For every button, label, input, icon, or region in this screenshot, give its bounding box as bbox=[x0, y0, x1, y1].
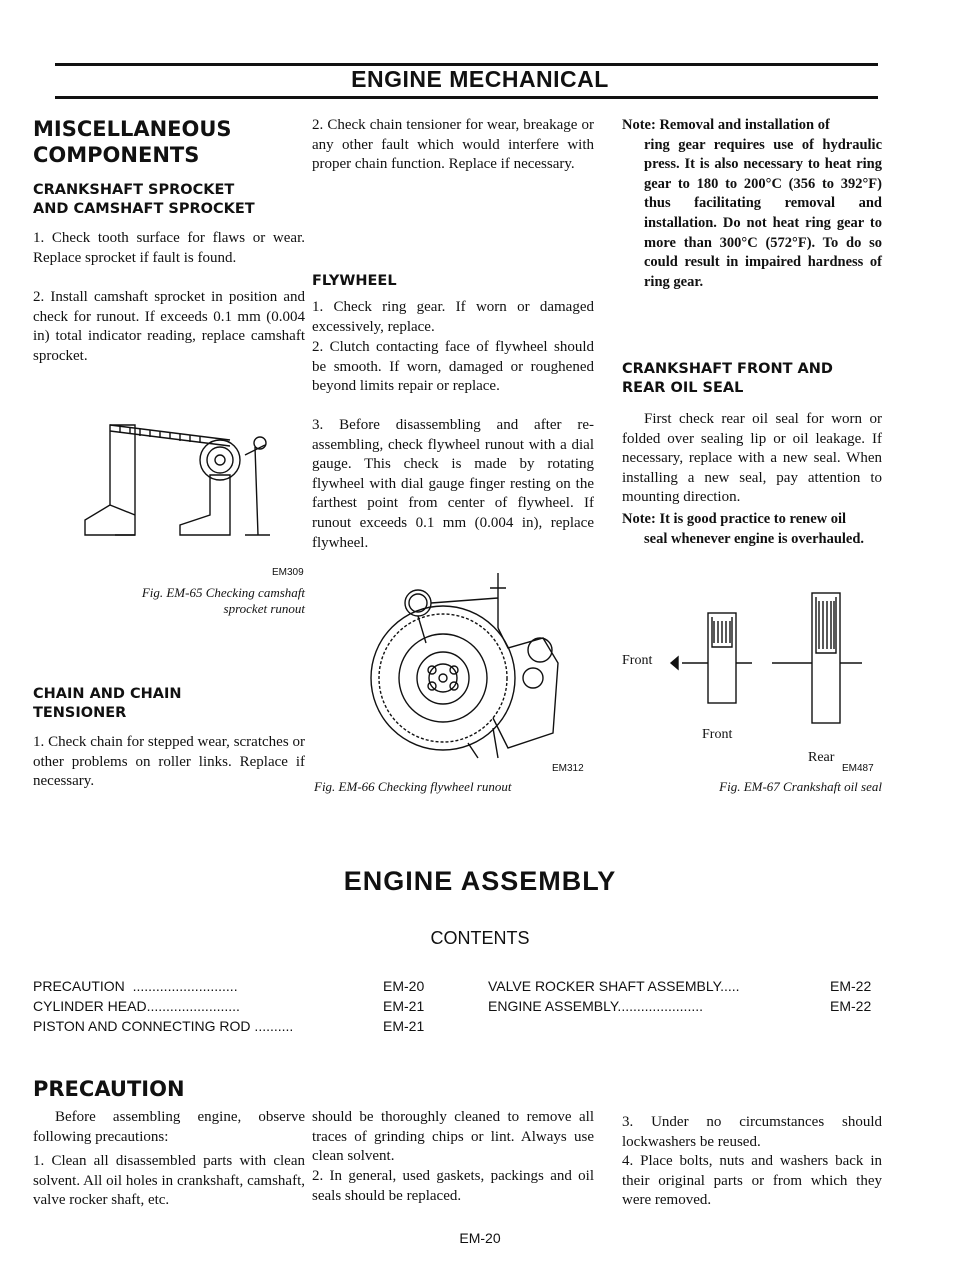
toc-entry[interactable]: VALVE ROCKER SHAFT ASSEMBLY..... EM-22 bbox=[488, 978, 872, 994]
flywheel-heading: FLYWHEEL bbox=[312, 273, 397, 289]
sprocket-step-2: 2. Install camshaft sprocket in position and check for runout. If exceeds 0.1 mm (0.004 in) total indicator reading, replace camshaft sprocket. bbox=[33, 289, 305, 364]
precaution-heading: PRECAUTION bbox=[33, 1077, 185, 1101]
fig-65-illustration bbox=[80, 385, 280, 545]
chain-heading: CHAIN AND CHAIN TENSIONER bbox=[33, 686, 182, 721]
ring-gear-note: Note: Removal and installation of ring gear requires use of hydraulic press. It is also necessary to heat ring gear to 180 to 200°C (356 to 392°F) thus facilitating removal and installation. Do not heat ring gear to more than 300°C (572°F). To do so could result in impaired hardness of ring gear. bbox=[622, 117, 882, 290]
header-rule-bottom bbox=[55, 96, 878, 99]
oil-seal-note: Note: It is good practice to renew oil seal whenever engine is overhauled. bbox=[622, 511, 865, 547]
toc-entry[interactable]: ENGINE ASSEMBLY...................... EM-22 bbox=[488, 998, 872, 1014]
flywheel-step-3: 3. Before disassembling and after re-assembling, check flywheel runout with a dial gauge. This check is made by rotating flywheel with dial gauge finger resting on the farthest point from center of flywheel. If runout exceeds 0.1 mm (0.004 in), replace flywheel. bbox=[312, 417, 594, 551]
misc-components-heading: MISCELLANEOUS COMPONENTS bbox=[33, 117, 232, 167]
precaution-intro: Before assembling engine, observe following precautions: bbox=[33, 1109, 305, 1145]
engine-assembly-title: ENGINE ASSEMBLY bbox=[343, 866, 617, 896]
toc-entry[interactable]: CYLINDER HEAD........................ EM-21 bbox=[33, 998, 425, 1014]
fig-66-code: EM312 bbox=[552, 763, 584, 774]
section-title: ENGINE MECHANICAL bbox=[351, 66, 609, 92]
fig-65-caption: Fig. EM-65 Checking camshaft sprocket runout bbox=[141, 585, 305, 616]
flywheel-step-1: 1. Check ring gear. If worn or damaged excessively, replace. bbox=[312, 299, 594, 335]
fig-65-code: EM309 bbox=[272, 567, 304, 578]
fig-67-caption: Fig. EM-67 Crankshaft oil seal bbox=[719, 779, 882, 794]
chain-step-1: 1. Check chain for stepped wear, scratches or other problems on roller links. Replace if necessary. bbox=[33, 734, 305, 790]
precaution-step-2: 2. In general, used gaskets, packings and oil seals should be replaced. bbox=[312, 1168, 594, 1204]
toc-entry[interactable]: PRECAUTION ........................... EM-20 bbox=[33, 978, 425, 994]
chain-step-2: 2. Check chain tensioner for wear, breakage or any other fault which would interfere with proper chain function. Replace if necessary. bbox=[312, 117, 594, 173]
fig-66-illustration bbox=[358, 568, 568, 768]
flywheel-step-2: 2. Clutch contacting face of flywheel should be smooth. If worn, damaged or roughened beyond limits repair or replace. bbox=[312, 339, 594, 395]
fig-67-illustration bbox=[622, 585, 882, 745]
fig-67-front-label: Front bbox=[702, 727, 733, 742]
fig-67-front-arrow-label: Front bbox=[622, 653, 653, 668]
toc-entry[interactable]: PISTON AND CONNECTING ROD .......... EM-21 bbox=[33, 1018, 425, 1034]
precaution-step-3: 3. Under no circumstances should lockwashers be reused. bbox=[622, 1114, 882, 1150]
fig-67-code: EM487 bbox=[842, 763, 874, 774]
oil-seal-text: First check rear oil seal for worn or folded over sealing lip or oil leakage. If necessary, replace with a new seal. When installing a new seal, pay attention to mounting direction. bbox=[622, 411, 882, 506]
fig-67-rear-label: Rear bbox=[808, 750, 835, 765]
precaution-step-4: 4. Place bolts, nuts and washers back in their original parts or from which they were removed. bbox=[622, 1153, 882, 1209]
page-number: EM-20 bbox=[459, 1230, 501, 1246]
fig-66-caption: Fig. EM-66 Checking flywheel runout bbox=[314, 779, 512, 794]
toc-right bbox=[488, 976, 888, 1016]
contents-label: CONTENTS bbox=[430, 928, 530, 948]
toc-left bbox=[33, 976, 478, 1036]
precaution-step-1-continued: should be thoroughly cleaned to remove all traces of grinding chips or lint. Always use clean solvent. bbox=[312, 1109, 594, 1165]
sprocket-step-1: 1. Check tooth surface for flaws or wear. Replace sprocket if fault is found. bbox=[33, 230, 305, 266]
oil-seal-heading: CRANKSHAFT FRONT AND REAR OIL SEAL bbox=[622, 361, 833, 396]
precaution-step-1: 1. Clean all disassembled parts with clean solvent. All oil holes in crankshaft, camshaft, valve rocker shaft, etc. bbox=[33, 1153, 305, 1209]
sprocket-heading: CRANKSHAFT SPROCKET AND CAMSHAFT SPROCKET bbox=[33, 182, 255, 217]
